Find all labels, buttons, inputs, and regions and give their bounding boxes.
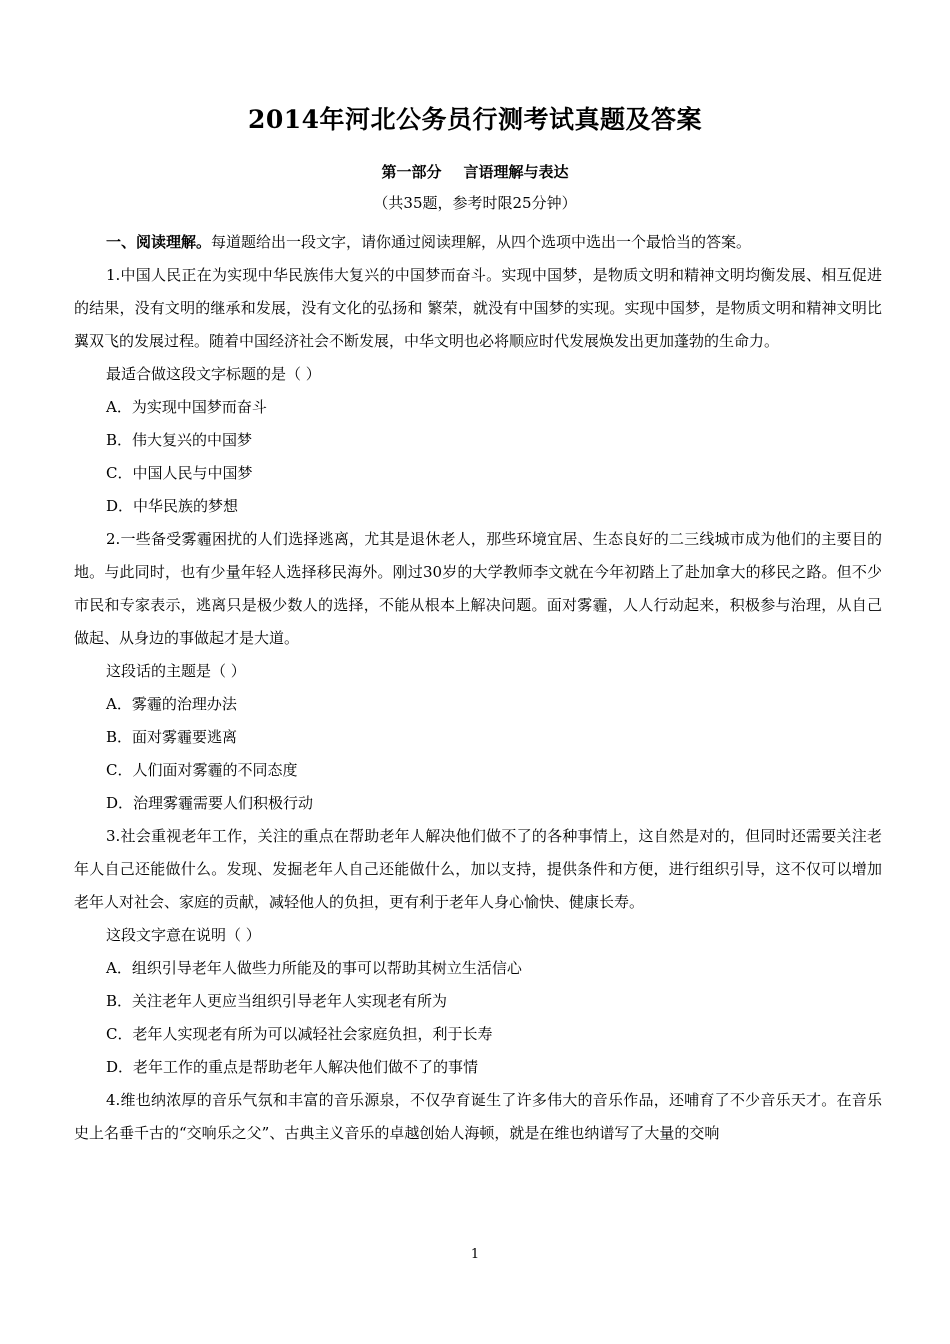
- instruction-text: 每道题给出一段文字，请你通过阅读理解，从四个选项中选出一个最恰当的答案。: [211, 233, 752, 251]
- answer-option: C．人们面对雾霾的不同态度: [106, 761, 298, 779]
- answer-option: A．组织引导老年人做些力所能及的事可以帮助其树立生活信心: [106, 959, 522, 977]
- question-stem: 最适合做这段文字标题的是（ ）: [106, 365, 321, 383]
- question-stem: 这段文字意在说明（ ）: [106, 926, 261, 944]
- answer-option: A．雾霾的治理办法: [106, 695, 237, 713]
- question-passage: 3.社会重视老年工作，关注的重点在帮助老年人解决他们做不了的各种事情上，这自然是对的，但同时还需要关注老年人自己还能做什么。发现、发掘老年人自己还能做什么，加以支持，提供条件和方便，进行组织引导，这不仅可以增加老年人对社会、家庭的贡献，减轻他人的负担，更有利于老年人身心愉快、健康长寿。: [74, 827, 882, 911]
- section-title: [0, 161, 950, 182]
- answer-option: B．伟大复兴的中国梦: [106, 431, 253, 449]
- question-stem: 这段话的主题是（ ）: [106, 662, 246, 680]
- question-passage: 4.维也纳浓厚的音乐气氛和丰富的音乐源泉，不仅孕育诞生了许多伟大的音乐作品，还哺育了不少音乐天才。在音乐史上名垂千古的“交响乐之父”、古典主义音乐的卓越创始人海顿，就是在维也纳谱写了大量的交响: [74, 1091, 882, 1142]
- answer-option: A．为实现中国梦而奋斗: [106, 398, 267, 416]
- document-title: 2014年河北公务员行测考试真题及答案: [247, 105, 703, 134]
- section-name-label: 言语理解与表达: [463, 163, 569, 181]
- question-passage: 1.中国人民正在为实现中华民族伟大复兴的中国梦而奋斗。实现中国梦，是物质文明和精神文明均衡发展、相互促进的结果，没有文明的继承和发展，没有文化的弘扬和 繁荣，就没有中国梦的实现。实现中国梦，是物质文明和精神文明比翼双飞的发展过程。随着中国经济社会不断发展，中华文明也必将顺应时代发展焕发出更加蓬勃的生命力。: [74, 266, 882, 350]
- answer-option: B．面对雾霾要逃离: [106, 728, 238, 746]
- answer-option: C．中国人民与中国梦: [106, 464, 253, 482]
- answer-option: D．治理雾霾需要人们积极行动: [106, 794, 314, 812]
- answer-option: D．老年工作的重点是帮助老年人解决他们做不了的事情: [106, 1058, 479, 1076]
- question-passage: 2.一些备受雾霾困扰的人们选择逃离，尤其是退休老人，那些环境宜居、生态良好的二三线城市成为他们的主要目的地。与此同时，也有少量年轻人选择移民海外。刚过30岁的大学教师李文就在今年初踏上了赴加拿大的移民之路。但不少市民和专家表示，逃离只是极少数人的选择，不能从根本上解决问题。面对雾霾，人人行动起来，积极参与治理，从自己做起、从身边的事做起才是大道。: [74, 530, 882, 647]
- instruction-paragraph: [74, 226, 882, 259]
- section-note: （共35题，参考时限25分钟）: [373, 194, 577, 212]
- document-body: [74, 226, 882, 1150]
- instruction-label: 一、阅读理解。: [106, 233, 212, 251]
- section-part-label: 第一部分: [381, 163, 442, 181]
- answer-option: C．老年人实现老有所为可以减轻社会家庭负担，利于长寿: [106, 1025, 493, 1043]
- answer-option: D．中华民族的梦想: [106, 497, 239, 515]
- answer-option: B．关注老年人更应当组织引导老年人实现老有所为: [106, 992, 448, 1010]
- page-number: 1: [470, 1247, 480, 1262]
